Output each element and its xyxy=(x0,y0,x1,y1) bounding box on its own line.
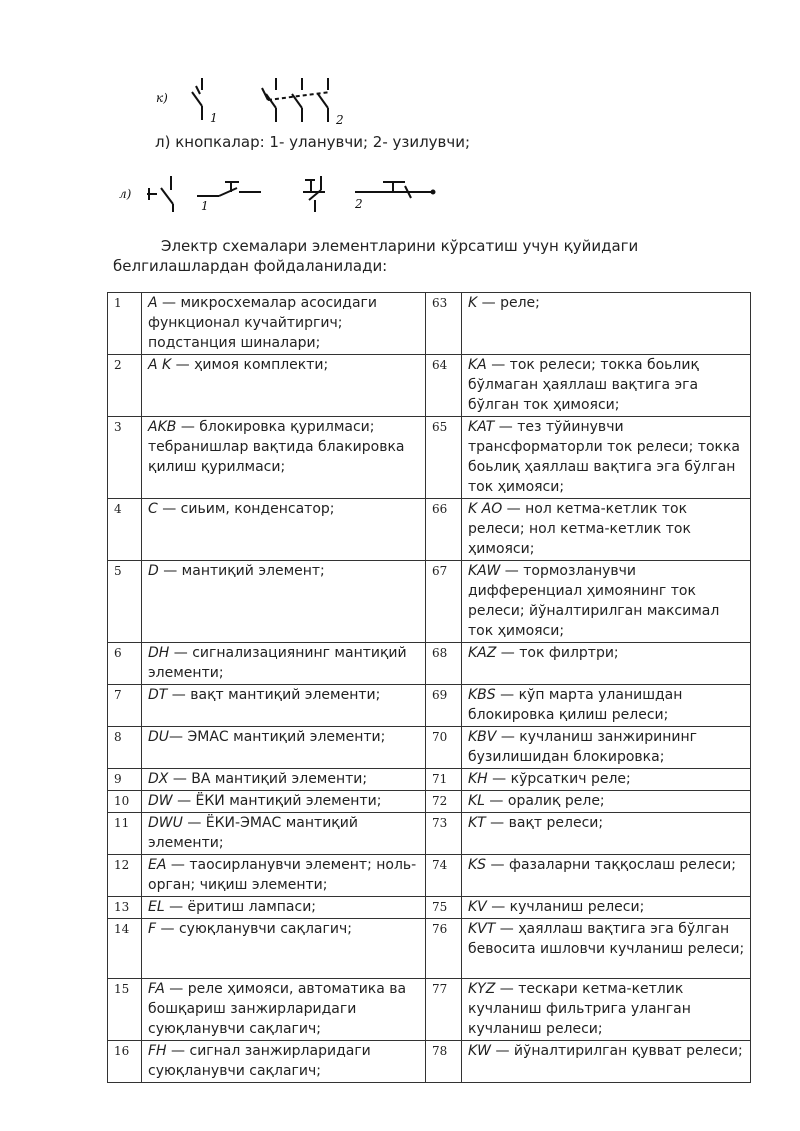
row-number: 65 xyxy=(432,420,448,434)
row-number-left xyxy=(108,1041,142,1083)
designation-text: — фазаларни таққослаш релеси; xyxy=(486,857,736,873)
row-number: 7 xyxy=(114,688,122,702)
table-row xyxy=(108,561,751,643)
designation-code: KAW xyxy=(468,563,501,579)
row-number: 8 xyxy=(114,730,122,744)
designation-code: A K xyxy=(148,357,172,373)
designation-right xyxy=(462,791,751,813)
designation-code: DH xyxy=(148,645,170,661)
designation-left xyxy=(142,355,426,417)
designation-text: — ҳаяллаш вақтига эга бўлган бевосита ишловчи кучланиш релеси; xyxy=(468,921,745,957)
designation-right xyxy=(462,1041,751,1083)
designation-text: — мантиқий элемент; xyxy=(158,563,325,579)
row-number-right xyxy=(426,499,462,561)
row-number-left xyxy=(108,813,142,855)
designation-text: — оралиқ реле; xyxy=(484,793,605,809)
row-number-left xyxy=(108,897,142,919)
row-number-left xyxy=(108,561,142,643)
caption-buttons: л) кнопкалар: 1- уланувчи; 2- узилувчи; xyxy=(155,133,471,151)
designation-text: — реле; xyxy=(477,295,540,311)
designation-left xyxy=(142,417,426,499)
designation-left xyxy=(142,685,426,727)
designation-text: — тез тўйинувчи трансформаторли ток релеси; токка боьлиқ ҳаяллаш вақтига эга бўлган ток ҳимояси; xyxy=(468,419,741,495)
designation-text: — сигнализациянинг мантиқий элементи; xyxy=(148,645,407,681)
row-number-right xyxy=(426,919,462,979)
row-number-right xyxy=(426,727,462,769)
table-row xyxy=(108,919,751,979)
row-number: 2 xyxy=(114,358,122,372)
designation-code: FA xyxy=(148,981,165,997)
designation-code: A xyxy=(148,295,158,311)
designation-text: — таосирланувчи элемент; ноль-орган; чиқиш элементи; xyxy=(148,857,417,893)
row-number: 1 xyxy=(114,296,122,310)
row-number: 75 xyxy=(432,900,448,914)
table-row xyxy=(108,499,751,561)
row-number-left xyxy=(108,919,142,979)
designation-code: KVT xyxy=(468,921,496,937)
designation-code: D xyxy=(148,563,159,579)
designation-text: — суюқланувчи сақлагич; xyxy=(156,921,352,937)
row-number: 10 xyxy=(114,794,130,808)
designation-text: — тормозланувчи дифференциал ҳимоянинг ток релеси; йўналтирилган максимал ток ҳимояси; xyxy=(468,563,720,639)
designation-left xyxy=(142,293,426,355)
row-number: 14 xyxy=(114,922,130,936)
row-number-left xyxy=(108,727,142,769)
designation-right xyxy=(462,561,751,643)
row-number: 78 xyxy=(432,1044,448,1058)
label-k: к) xyxy=(156,91,168,105)
designation-code: KT xyxy=(468,815,486,831)
row-number-left xyxy=(108,643,142,685)
table-row xyxy=(108,979,751,1041)
designation-code: KW xyxy=(468,1043,492,1059)
designation-code: KBV xyxy=(468,729,497,745)
row-number-right xyxy=(426,855,462,897)
row-number: 64 xyxy=(432,358,448,372)
designation-text: — микросхемалар асосидаги функционал кучайтиргич; подстанция шиналари; xyxy=(148,295,377,351)
row-number-right xyxy=(426,1041,462,1083)
designation-code: DX xyxy=(148,771,169,787)
num-2-l: 2 xyxy=(355,197,363,211)
row-number: 6 xyxy=(114,646,122,660)
designation-code: KH xyxy=(468,771,488,787)
switch-symbols-k xyxy=(150,72,350,128)
num-2-k: 2 xyxy=(336,113,344,127)
row-number-left xyxy=(108,355,142,417)
row-number-right xyxy=(426,813,462,855)
designation-right xyxy=(462,979,751,1041)
designation-right xyxy=(462,855,751,897)
designation-left xyxy=(142,727,426,769)
table-row xyxy=(108,769,751,791)
row-number-left xyxy=(108,855,142,897)
designation-code: KBS xyxy=(468,687,496,703)
row-number: 76 xyxy=(432,922,448,936)
designation-text: — ёритиш лампаси; xyxy=(164,899,317,915)
designation-text: — кўрсаткич реле; xyxy=(487,771,631,787)
label-l: л) xyxy=(119,187,132,201)
designation-code: KS xyxy=(468,857,487,873)
designation-code: KA xyxy=(468,357,487,373)
button-symbols-l xyxy=(115,170,445,216)
designation-right xyxy=(462,685,751,727)
row-number: 68 xyxy=(432,646,448,660)
designation-text: — сигнал занжирларидаги суюқланувчи сақлагич; xyxy=(148,1043,371,1079)
row-number-right xyxy=(426,355,462,417)
table-row xyxy=(108,727,751,769)
row-number-left xyxy=(108,769,142,791)
row-number: 69 xyxy=(432,688,448,702)
designation-text: — кучланиш занжирининг бузилишидан блокировка; xyxy=(468,729,697,765)
designation-code: KV xyxy=(468,899,487,915)
designation-left xyxy=(142,897,426,919)
row-number-right xyxy=(426,685,462,727)
designation-right xyxy=(462,293,751,355)
designation-left xyxy=(142,791,426,813)
designation-left xyxy=(142,813,426,855)
designations-table xyxy=(107,292,751,1083)
row-number-left xyxy=(108,417,142,499)
designation-right xyxy=(462,499,751,561)
row-number: 13 xyxy=(114,900,130,914)
table-row xyxy=(108,791,751,813)
designation-text: — ВА мантиқий элементи; xyxy=(168,771,368,787)
designation-code: F xyxy=(148,921,157,937)
row-number: 5 xyxy=(114,564,122,578)
row-number: 63 xyxy=(432,296,448,310)
designation-text: — вақт релеси; xyxy=(485,815,604,831)
designation-left xyxy=(142,769,426,791)
row-number: 12 xyxy=(114,858,130,872)
row-number-right xyxy=(426,417,462,499)
designation-code: K AO xyxy=(468,501,503,517)
designation-text: — ЁКИ мантиқий элементи; xyxy=(172,793,382,809)
row-number: 3 xyxy=(114,420,122,434)
table-row xyxy=(108,855,751,897)
designation-text: — кўп марта уланишдан блокировка қилиш релеси; xyxy=(468,687,683,723)
designation-code: KYZ xyxy=(468,981,496,997)
designation-text: — тескари кетма-кетлик кучланиш фильтрига уланган кучланиш релеси; xyxy=(468,981,691,1037)
table-row xyxy=(108,355,751,417)
designation-code: FH xyxy=(148,1043,167,1059)
designation-code: K xyxy=(468,295,478,311)
row-number-left xyxy=(108,499,142,561)
designation-code: DT xyxy=(148,687,168,703)
designation-right xyxy=(462,897,751,919)
designation-text: — сиьим, конденсатор; xyxy=(157,501,335,517)
designation-code: KL xyxy=(468,793,485,809)
designation-text: — реле ҳимояси, автоматика ва бошқариш занжирларидаги суюқланувчи сақлагич; xyxy=(148,981,407,1037)
designation-left xyxy=(142,855,426,897)
designation-text: — ЁКИ-ЭМАС мантиқий элементи; xyxy=(148,815,358,851)
row-number: 73 xyxy=(432,816,448,830)
row-number-left xyxy=(108,685,142,727)
designation-right xyxy=(462,355,751,417)
designation-right xyxy=(462,919,751,979)
table-row xyxy=(108,643,751,685)
row-number-left xyxy=(108,791,142,813)
designation-text: — кучланиш релеси; xyxy=(486,899,645,915)
row-number-right xyxy=(426,561,462,643)
row-number: 11 xyxy=(114,816,130,830)
designation-text: — ток филртри; xyxy=(496,645,619,661)
designation-left xyxy=(142,499,426,561)
table-row xyxy=(108,417,751,499)
table-row xyxy=(108,1041,751,1083)
row-number-right xyxy=(426,979,462,1041)
row-number-left xyxy=(108,979,142,1041)
designation-left xyxy=(142,1041,426,1083)
designation-right xyxy=(462,769,751,791)
row-number: 74 xyxy=(432,858,448,872)
designation-code: DWU xyxy=(148,815,183,831)
designation-text: — вақт мантиқий элементи; xyxy=(167,687,381,703)
designation-text: — ҳимоя комплекти; xyxy=(171,357,329,373)
table-row xyxy=(108,293,751,355)
row-number: 77 xyxy=(432,982,448,996)
designation-text: — ЭМАС мантиқий элементи; xyxy=(169,729,386,745)
designation-left xyxy=(142,643,426,685)
row-number: 67 xyxy=(432,564,448,578)
row-number: 16 xyxy=(114,1044,130,1058)
row-number: 71 xyxy=(432,772,448,786)
designation-code: KAZ xyxy=(468,645,497,661)
designation-code: C xyxy=(148,501,158,517)
designation-text: — ток релеси; токка боьлиқ бўлмаган ҳаяллаш вақтига эга бўлган ток ҳимояси; xyxy=(468,357,699,413)
designation-left xyxy=(142,979,426,1041)
row-number: 15 xyxy=(114,982,130,996)
intro-paragraph: Электр схемалари элементларини кўрсатиш учун қуйидаги белгилашлардан фойдаланилади: xyxy=(113,237,639,275)
num-1-k: 1 xyxy=(210,111,218,125)
designation-code: EL xyxy=(148,899,165,915)
row-number-left xyxy=(108,293,142,355)
row-number-right xyxy=(426,769,462,791)
designation-code: KAT xyxy=(468,419,495,435)
designation-text: — йўналтирилган қувват релеси; xyxy=(491,1043,743,1059)
designation-code: EA xyxy=(148,857,167,873)
designation-text: — нол кетма-кетлик ток релеси; нол кетма-кетлик ток ҳимояси; xyxy=(468,501,691,557)
row-number: 4 xyxy=(114,502,122,516)
row-number: 66 xyxy=(432,502,448,516)
table-row xyxy=(108,897,751,919)
designation-right xyxy=(462,643,751,685)
designation-text: — блокировка қурилмаси; тебранишлар вақтида блакировка қилиш қурилмаси; xyxy=(148,419,405,475)
designation-code: AKB xyxy=(148,419,177,435)
row-number: 70 xyxy=(432,730,448,744)
row-number-right xyxy=(426,643,462,685)
row-number: 72 xyxy=(432,794,448,808)
designation-right xyxy=(462,727,751,769)
row-number: 9 xyxy=(114,772,122,786)
designation-code: DW xyxy=(148,793,173,809)
designation-left xyxy=(142,919,426,979)
designations-table-body xyxy=(108,293,751,1083)
table-row xyxy=(108,813,751,855)
designation-left xyxy=(142,561,426,643)
designation-code: DU xyxy=(148,729,170,745)
row-number-right xyxy=(426,293,462,355)
table-row xyxy=(108,685,751,727)
row-number-right xyxy=(426,791,462,813)
num-1-l: 1 xyxy=(201,199,209,213)
designation-right xyxy=(462,417,751,499)
designation-right xyxy=(462,813,751,855)
row-number-right xyxy=(426,897,462,919)
